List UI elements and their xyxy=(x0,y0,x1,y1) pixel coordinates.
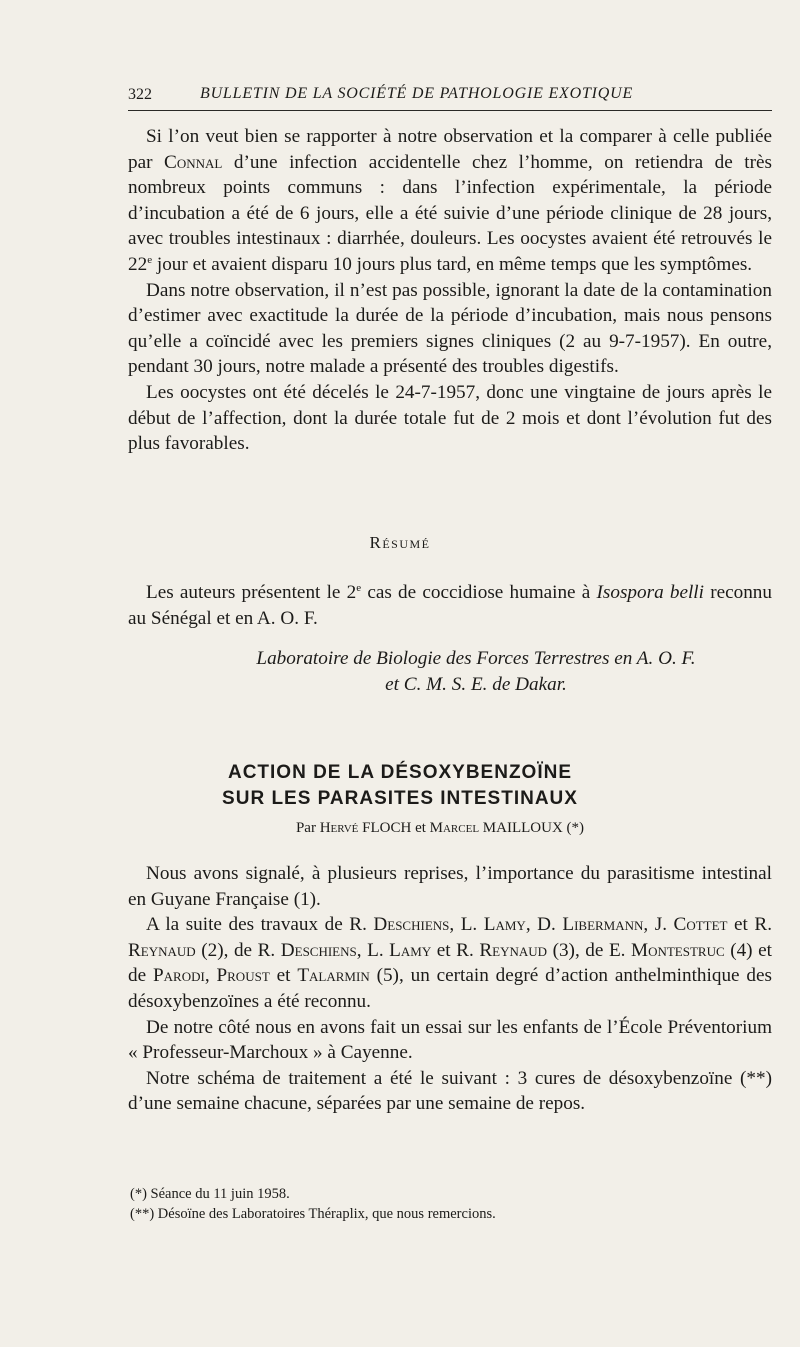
article-authors: Par Hervé FLOCH et Marcel MAILLOUX (*) xyxy=(295,820,585,836)
page-number: 322 xyxy=(128,86,152,103)
paragraph: Dans notre observation, il n’est pas possible, ignorant la date de la contamination d’estimer avec exactitude la durée de la période d’incubation, mais nous pensons qu’elle a coïncidé avec les premiers signes cliniques (2 au 9-7-1957). En outre, pendant 30 jours, notre malade a présenté des troubles digestifs. xyxy=(128,279,772,378)
article-text xyxy=(128,861,772,1117)
running-title: BULLETIN DE LA SOCIÉTÉ DE PATHOLOGIE EXOTIQUE xyxy=(200,85,634,102)
resume-heading: Résumé xyxy=(369,533,431,552)
paragraph: Si l’on veut bien se rapporter à notre observation et la comparer à celle publiée par Connal d’une infection accidentelle chez l’homme, on retiendra de très nombreux points communs : dans l’infection expérimentale, la période d’incubation a été de 6 jours, elle a été suivie d’une période clinique de 28 jours, avec troubles intestinaux : diarrhée, douleurs. Les oocystes avaient été retrouvés le 22e jour et avaient disparu 10 jours plus tard, en même temps que les symptômes. xyxy=(128,126,772,275)
laboratory-signature: Laboratoire de Biologie des Forces Terrestres en A. O. F. et C. M. S. E. de Dakar. xyxy=(256,648,696,695)
paragraph: Notre schéma de traitement a été le suivant : 3 cures de désoxybenzoïne (**) d’une semaine chacune, séparées par une semaine de repos. xyxy=(128,1067,772,1115)
paragraph: A la suite des travaux de R. Deschiens, L. Lamy, D. Libermann, J. Cottet et R. Reynaud (2), de R. Deschiens, L. Lamy et R. Reynaud (3), de E. Montestruc (4) et de Parodi, Proust et Talarmin (5), un certain degré d’action anthelminthique des désoxybenzoïnes a été reconnu. xyxy=(128,914,772,1012)
paragraph: Nous avons signalé, à plusieurs reprises, l’importance du parasitisme intestinal en Guyane Française (1). xyxy=(128,863,772,910)
footnotes xyxy=(130,1184,770,1224)
intro-text xyxy=(128,124,772,457)
paragraph: Les oocystes ont été décelés le 24-7-1957, donc une vingtaine de jours après le début de l’affection, dont la durée totale fut de 2 mois et dont l’évolution fut des plus favorables. xyxy=(128,381,772,455)
page-header xyxy=(128,80,772,111)
article-title: ACTION DE LA DÉSOXYBENZOÏNE SUR LES PARASITES INTESTINAUX xyxy=(222,762,578,809)
footnote: (*) Séance du 11 juin 1958. xyxy=(130,1186,290,1202)
footnote: (**) Désoïne des Laboratoires Théraplix, que nous remercions. xyxy=(130,1206,496,1222)
resume-text xyxy=(128,580,772,631)
paragraph: Les auteurs présentent le 2e cas de coccidiose humaine à Isospora belli reconnu au Sénégal et en A. O. F. xyxy=(128,582,772,629)
paragraph: De notre côté nous en avons fait un essai sur les enfants de l’École Préventorium « Professeur-Marchoux » à Cayenne. xyxy=(128,1016,772,1064)
